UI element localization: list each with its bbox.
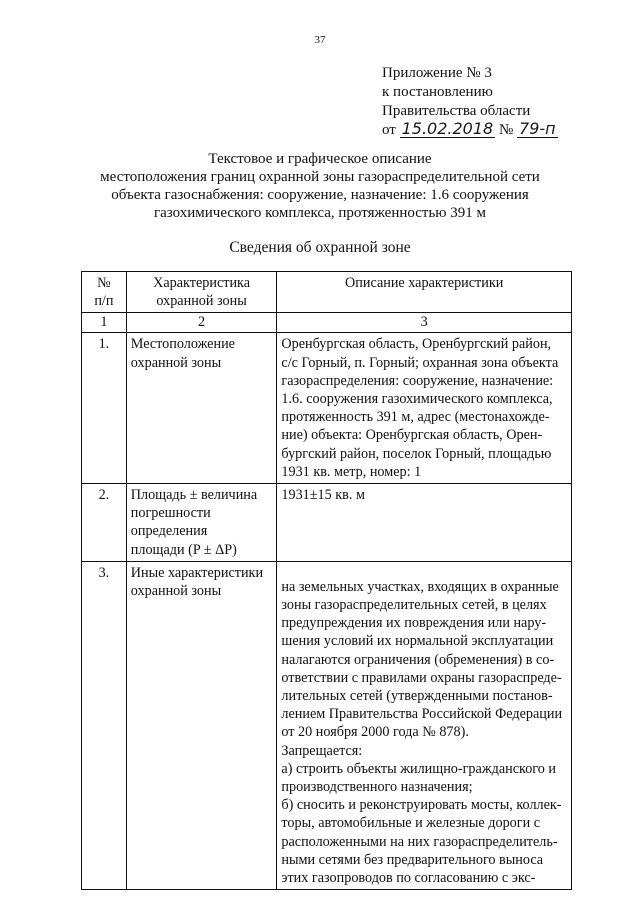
description-line: 1931±15 кв. м: [281, 487, 365, 504]
title-line-1: Текстовое и графическое описание: [208, 151, 432, 167]
appendix-header: [382, 64, 558, 140]
row-characteristic: [126, 484, 277, 562]
characteristic-line: погрешности: [130, 505, 211, 522]
table-row: [82, 561, 572, 889]
description-line: Оренбургская область, Оренбургский район,: [281, 336, 552, 353]
characteristic-line: Площадь ± величина: [130, 487, 258, 504]
header-description: Описание характеристики: [277, 272, 572, 313]
column-number-1: 1: [82, 313, 127, 333]
description-line: бургский район, поселок Горный, площадью: [281, 445, 552, 462]
row-characteristic: [126, 333, 277, 484]
table-header-row: [82, 272, 572, 313]
description-line: 1.6. сооружения газохимического комплекса,: [281, 391, 553, 408]
row-number: 2.: [82, 484, 127, 562]
characteristic-line: охранной зоны: [130, 354, 222, 371]
description-line: торы, автомобильные и железные дороги с: [281, 815, 541, 832]
title-line-4: газохимического комплекса, протяженностью 391 м: [153, 205, 486, 221]
section-subtitle: Сведения об охранной зоне: [229, 239, 411, 256]
number-prefix: №: [498, 122, 514, 138]
characteristic-line: площади (P ± ΔP): [130, 541, 237, 558]
characteristic-line: определения: [130, 523, 208, 540]
row-characteristic: [126, 561, 277, 889]
title-line-2: местоположения границ охранной зоны газораспределительной сети: [100, 169, 540, 185]
table-row: [82, 484, 572, 562]
description-line: зоны газораспределительных сетей, в целях: [281, 597, 547, 614]
handwritten-number: 79-п: [519, 119, 556, 138]
appendix-line-1: Приложение № 3: [382, 65, 492, 81]
header-number: [82, 272, 127, 313]
description-line: ными сетями без предварительного выноса: [281, 851, 544, 868]
header-characteristic-line-2: охранной зоны: [156, 293, 247, 310]
header-characteristic: [126, 272, 277, 313]
row-description: [277, 333, 572, 484]
description-line: лительных сетей (утвержденными постанов-: [281, 688, 553, 705]
description-line: этих газопроводов по согласованию с экс-: [281, 870, 536, 887]
appendix-line-3: Правительства области: [382, 103, 531, 119]
description-line: от 20 ноября 2000 года № 878).: [281, 724, 469, 741]
description-line: на земельных участках, входящих в охранные: [281, 578, 559, 595]
zone-info-table: [81, 271, 572, 890]
date-prefix: от: [382, 122, 396, 138]
description-line: с/с Горный, п. Горный; охранная зона объекта: [281, 354, 559, 371]
title-line-3: объекта газоснабжения: сооружение, назначение: 1.6 сооружения: [111, 187, 529, 203]
description-line: лением Правительства Российской Федерации: [281, 706, 563, 723]
description-line: ответствии с правилами охраны газораспреде-: [281, 669, 562, 686]
description-line: шения условий их нормальной эксплуатации: [281, 633, 554, 650]
description-line: 1931 кв. метр, номер: 1: [281, 463, 422, 480]
description-line: б) сносить и реконструировать мосты, коллек-: [281, 797, 562, 814]
description-line: налагаются ограничения (обременения) в со-: [281, 651, 555, 668]
description-line: а) строить объекты жилищно-гражданского и: [281, 760, 556, 777]
appendix-date-line: [382, 121, 558, 140]
characteristic-line: охранной зоны: [130, 583, 222, 600]
description-line: предупреждения их повреждения или нару-: [281, 615, 547, 632]
description-line: производственного назначения;: [281, 779, 473, 796]
column-number-3: 3: [277, 313, 572, 333]
row-number: 1.: [82, 333, 127, 484]
appendix-line-2: к постановлению: [382, 84, 493, 100]
header-number-line-1: №: [97, 275, 111, 291]
header-number-line-2: п/п: [94, 293, 114, 310]
page-number: 37: [314, 34, 326, 46]
row-description: [277, 484, 572, 562]
row-description: [277, 561, 572, 889]
description-line: расположенными на них газораспределитель-: [281, 833, 558, 850]
description-line: Запрещается:: [281, 742, 363, 759]
column-number-row: [82, 313, 572, 333]
header-characteristic-line-1: Характеристика: [153, 275, 251, 291]
document-title: [60, 150, 580, 222]
characteristic-line: Местоположение: [130, 336, 235, 353]
description-line: протяженность 391 м, адрес (местонахожде-: [281, 409, 550, 426]
column-number-2: 2: [126, 313, 277, 333]
description-line: газораспределения: сооружение, назначение:: [281, 372, 554, 389]
table-row: [82, 333, 572, 484]
characteristic-line: Иные характеристики: [130, 564, 264, 581]
description-line: ние) объекта: Оренбургская область, Орен-: [281, 427, 543, 444]
row-number: 3.: [82, 561, 127, 889]
handwritten-date: 15.02.2018: [401, 119, 494, 138]
